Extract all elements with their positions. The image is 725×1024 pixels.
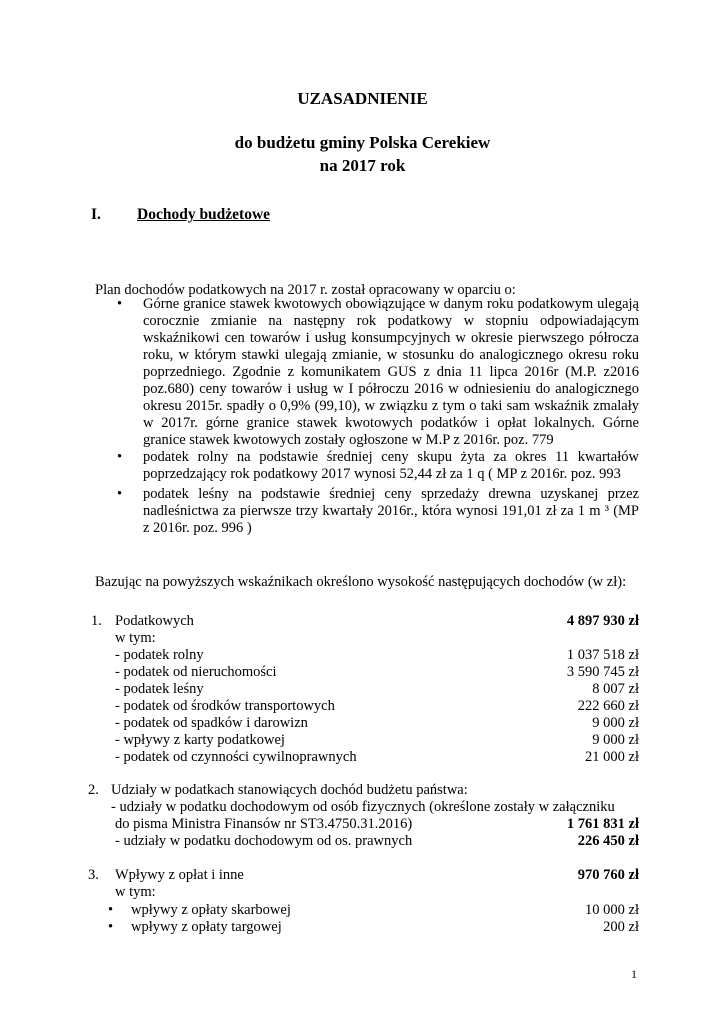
bullet-dot-icon: • xyxy=(108,902,114,918)
group2-line2: do pisma Ministra Finansów nr ST3.4750.31.2016) xyxy=(115,816,413,832)
group1-item-label: - podatek od czynności cywilnoprawnych xyxy=(115,749,357,765)
bullet-dot-icon: • xyxy=(117,486,123,502)
group1-item-label: - podatek od spadków i darowizn xyxy=(115,715,308,731)
document-title: UZASADNIENIE xyxy=(297,89,428,108)
group2-number: 2. xyxy=(88,782,99,798)
group1-item-amount: 9 000 zł xyxy=(592,732,639,748)
section-title: Dochody budżetowe xyxy=(137,206,271,223)
group1-item-label: - podatek rolny xyxy=(115,647,204,663)
group1-item-label: - podatek od nieruchomości xyxy=(115,664,277,680)
bullet-text: podatek leśny na podstawie średniej ceny sprzedaży drewna uzyskanej przez nadleśnictwa za pierwsze trzy kwartały 2016r., która wynosi 191,01 zł za 1 m ³ (MP z 2016r. poz. 996 ) xyxy=(143,486,639,536)
group1-item-amount: 1 037 518 zł xyxy=(566,647,639,663)
intro-text: Plan dochodów podatkowych na 2017 r. został opracowany w oparciu o: xyxy=(95,282,516,298)
document-subtitle-line1: do budżetu gminy Polska Cerekiew xyxy=(234,133,491,152)
bullet-item xyxy=(117,296,639,449)
group1-item-amount: 9 000 zł xyxy=(592,715,639,731)
group3-item-amount: 200 zł xyxy=(603,919,639,935)
group1-item-amount: 8 007 zł xyxy=(592,681,639,697)
group3-item-amount: 10 000 zł xyxy=(585,902,639,918)
group2-line2-amount: 1 761 831 zł xyxy=(566,816,639,832)
page-number: 1 xyxy=(631,967,637,981)
bullet-dot-icon: • xyxy=(108,919,114,935)
group1-item-amount: 21 000 zł xyxy=(585,749,639,765)
group1-item-label: - podatek leśny xyxy=(115,681,204,697)
group1-total: 4 897 930 zł xyxy=(566,613,639,629)
document-subtitle-line2: na 2017 rok xyxy=(319,156,406,175)
bullet-list xyxy=(117,296,639,537)
group2-label: Udziały w podatkach stanowiących dochód budżetu państwa: xyxy=(111,782,468,798)
group3-wtym: w tym: xyxy=(115,884,156,900)
group1-item-amount: 222 660 zł xyxy=(577,698,639,714)
section-number: I. xyxy=(91,206,101,223)
group3-item-label: wpływy z opłaty targowej xyxy=(131,919,282,935)
group3-number: 3. xyxy=(88,867,99,883)
group1-item-label: - podatek od środków transportowych xyxy=(115,698,335,714)
group1-number: 1. xyxy=(91,613,102,629)
group3-total: 970 760 zł xyxy=(577,867,639,883)
group1-item-amount: 3 590 745 zł xyxy=(566,664,639,680)
bullet-dot-icon: • xyxy=(117,296,123,312)
bullet-text: podatek rolny na podstawie średniej ceny skupu żyta za okres 11 kwartałów poprzedzający rok podatkowy 2017 wynosi 52,44 zł za 1 q ( MP z 2016r. poz. 993 xyxy=(143,449,639,482)
group1-label: Podatkowych xyxy=(115,613,194,629)
group1-wtym: w tym: xyxy=(115,630,156,646)
bullet-item xyxy=(117,449,639,483)
group2-line3-amount: 226 450 zł xyxy=(577,833,639,849)
group2-line3: - udziały w podatku dochodowym od os. prawnych xyxy=(115,833,413,849)
bullet-item xyxy=(117,486,639,537)
group3-item-label: wpływy z opłaty skarbowej xyxy=(131,902,291,918)
bullet-text: Górne granice stawek kwotowych obowiązujące w danym roku podatkowym ulegają corocznie zmianie na następny rok podatkowy w stopniu odpowiadającym wskaźnikowi cen towarów i usług konsumpcyjnych w okresie pierwszego półrocza roku, w którym stawki ulegają zmianie, w stosunku do analogicznego okresu roku poprzedniego. Zgodnie z komunikatem GUS z dnia 11 lipca 2016r (M.P. z2016 poz.680) ceny towarów i usług w I półroczu 2016 w odniesieniu do analogicznego okresu 2015r. spadły o 0,9% (99,10), w związku z tym o taki sam wskaźnik zmalały w 2017r. górne granice stawek kwotowych podatków i opłat lokalnych. Górne granice stawek kwotowych zostały ogłoszone w M.P z 2016r. poz. 779 xyxy=(143,296,639,448)
group3-label: Wpływy z opłat i inne xyxy=(115,867,244,883)
basis-text: Bazując na powyższych wskaźnikach określono wysokość następujących dochodów (w zł): xyxy=(95,574,627,590)
group2-line1: - udziały w podatku dochodowym od osób fizycznych (określone zostały w załączniku xyxy=(111,799,615,815)
bullet-dot-icon: • xyxy=(117,449,123,465)
group1-item-label: - wpływy z karty podatkowej xyxy=(115,732,285,748)
